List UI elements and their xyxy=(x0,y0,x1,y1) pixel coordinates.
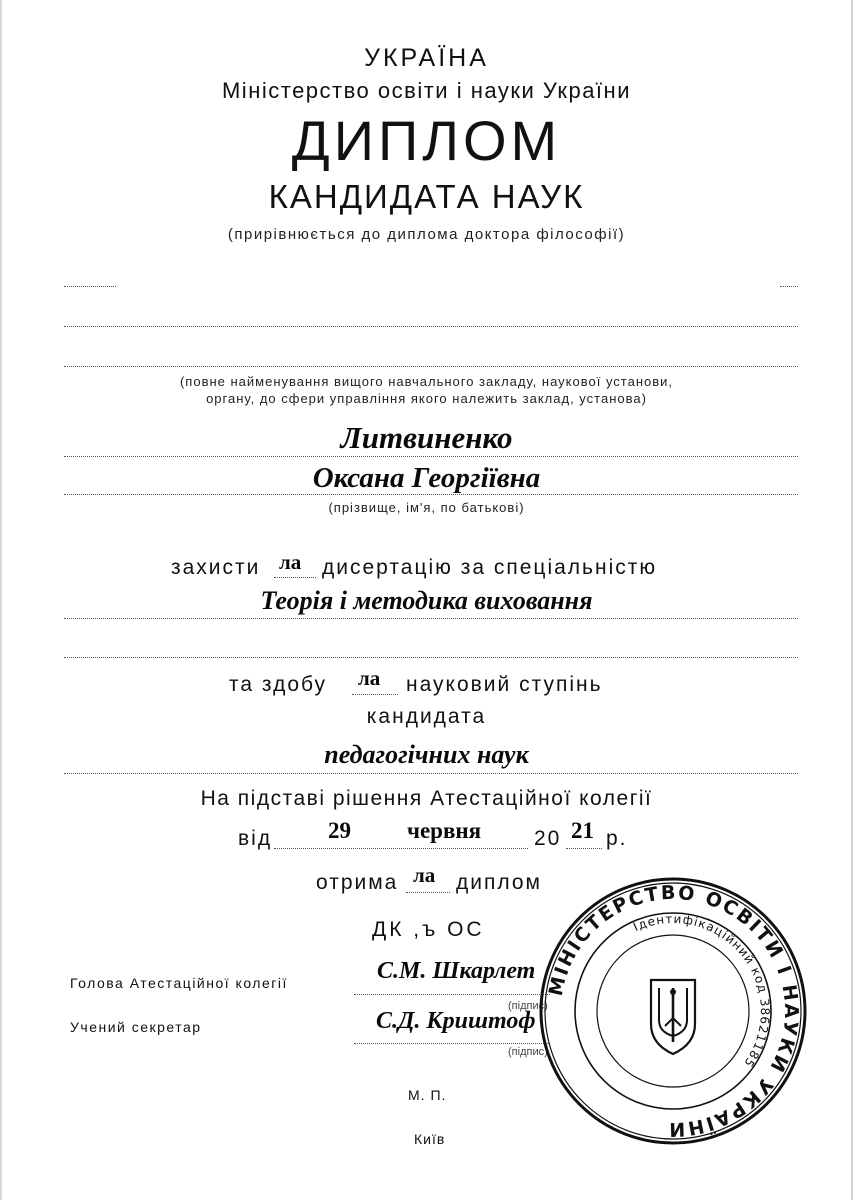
degree-level: кандидата xyxy=(366,705,487,728)
defense-suffix: ла xyxy=(279,550,302,574)
received-rest: диплом xyxy=(456,871,542,894)
diploma-number: ДК ,ъ ОС xyxy=(372,918,485,941)
institution-caption-1: (повне найменування вищого навчального закладу, наукової установи, xyxy=(179,374,674,389)
stamp-outer-text: МІНІСТЕРСТВО ОСВІТИ І НАУКИ УКРАЇНИ xyxy=(544,881,803,1141)
holder-caption: (прізвище, ім'я, по батькові) xyxy=(328,500,525,515)
specialty-line-2 xyxy=(64,657,798,658)
degree-suffix-line xyxy=(352,694,398,695)
defense-rest: дисертацію за спеціальністю xyxy=(322,556,658,579)
given-names-line xyxy=(64,494,798,495)
document-title: ДИПЛОМ xyxy=(291,109,562,172)
specialty-value: Теорія і методика виховання xyxy=(260,586,593,615)
decision-year-line xyxy=(566,848,602,849)
received-suffix-line xyxy=(406,892,450,893)
defense-suffix-line xyxy=(274,577,316,578)
country-heading: УКРАЇНА xyxy=(364,44,489,72)
seal-place: М. П. xyxy=(408,1087,447,1103)
decision-year-unit: р. xyxy=(606,827,628,850)
secretary-signature-caption: (підпис) xyxy=(508,1046,548,1058)
degree-rest: науковий ступінь xyxy=(406,673,603,696)
decision-date-line xyxy=(274,848,528,849)
chair-signature-line xyxy=(354,994,550,995)
secretary-signature: С.Д. Криштоф xyxy=(376,1008,536,1034)
specialty-line-1 xyxy=(64,618,798,619)
decision-month: червня xyxy=(407,818,482,843)
ministry-heading: Міністерство освіти і науки України xyxy=(221,78,631,103)
institution-line-3 xyxy=(64,366,798,367)
document-subtitle: КАНДИДАТА НАУК xyxy=(268,178,585,215)
trident-emblem-icon xyxy=(651,980,695,1054)
institution-caption-2: органу, до сфери управління якого належить заклад, установа) xyxy=(206,391,647,406)
equivalence-note: (прирівнюється до диплома доктора філософії) xyxy=(227,226,626,243)
surname-line xyxy=(64,456,798,457)
degree-suffix: ла xyxy=(358,666,381,690)
decision-basis: На підставі рішення Атестаційної колегії xyxy=(200,787,653,810)
ministry-stamp xyxy=(536,874,810,1148)
institution-line-1-right xyxy=(780,286,798,287)
chair-signature-caption: (підпис) xyxy=(508,1000,548,1012)
institution-line-1-left xyxy=(64,286,116,287)
received-suffix: ла xyxy=(413,863,436,887)
decision-year-prefix: 20 xyxy=(534,827,562,850)
city-label: Київ xyxy=(414,1131,446,1147)
holder-given-names: Оксана Георгіївна xyxy=(312,462,541,494)
degree-field: педагогічних наук xyxy=(324,740,529,769)
decision-day: 29 xyxy=(328,818,351,843)
stamp-inner-text: Ідентифікаційний код 38621185 xyxy=(631,911,773,1071)
degree-field-line xyxy=(64,773,798,774)
chair-label: Голова Атестаційної колегії xyxy=(70,975,288,991)
holder-surname: Литвиненко xyxy=(340,420,513,455)
secretary-signature-line xyxy=(354,1043,550,1044)
degree-prefix: та здобу xyxy=(229,673,328,696)
received-prefix: отрима xyxy=(316,871,399,894)
secretary-label: Учений секретар xyxy=(70,1019,202,1035)
decision-from: від xyxy=(238,827,273,850)
defense-prefix: захисти xyxy=(171,556,261,579)
decision-year-suffix: 21 xyxy=(571,818,594,843)
institution-line-2 xyxy=(64,326,798,327)
chair-signature: С.М. Шкарлет xyxy=(377,958,536,984)
